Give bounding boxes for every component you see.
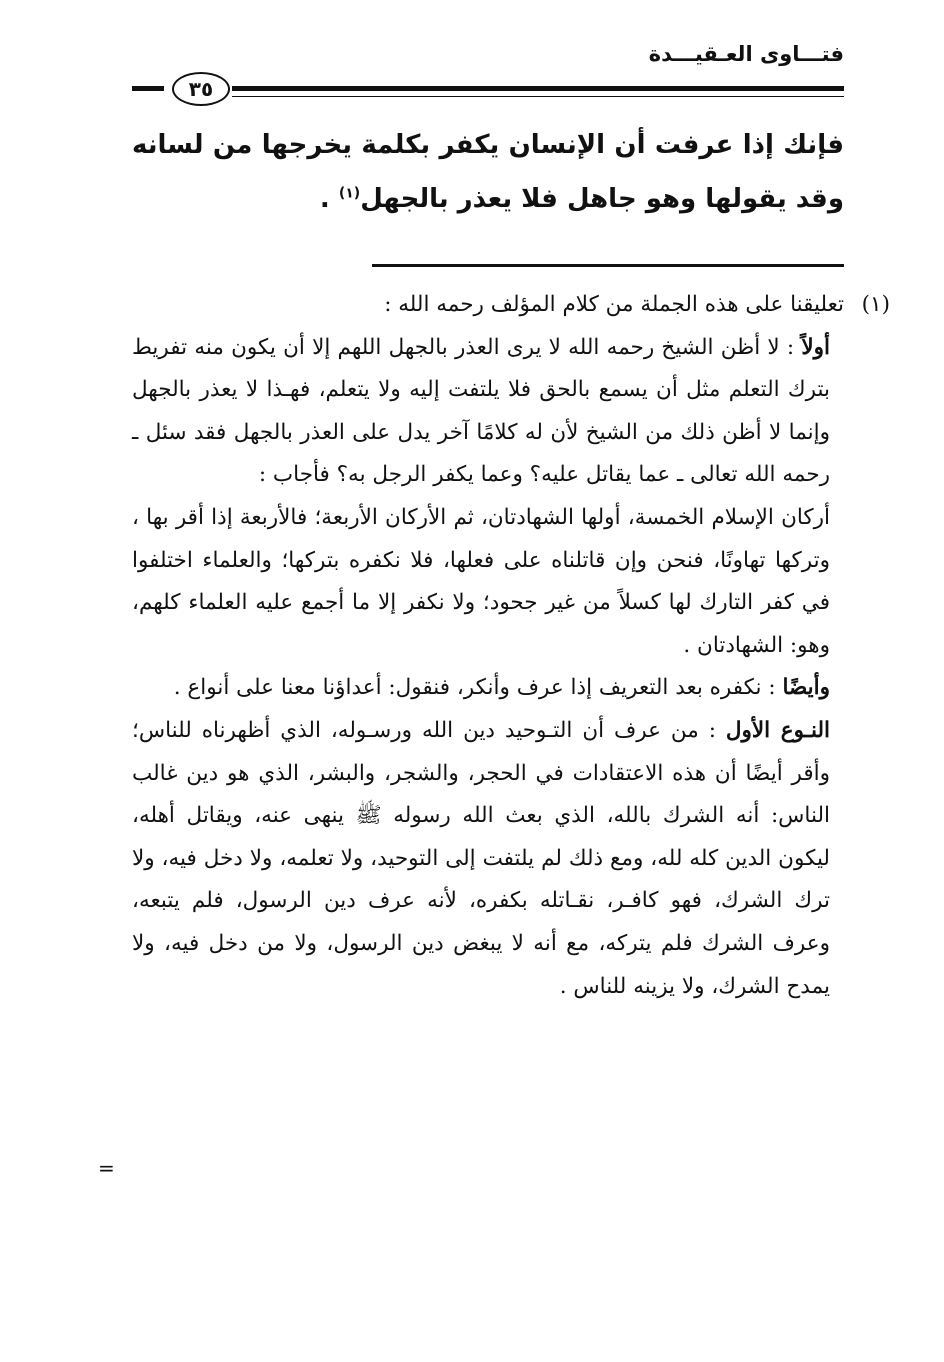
also-label: وأيضًا <box>782 675 830 701</box>
continuation-mark: = <box>98 1156 115 1180</box>
footnote-reference[interactable]: (١) <box>338 185 361 202</box>
footnote-also <box>132 667 844 710</box>
header-rule-left <box>132 86 164 91</box>
running-title: فتـــاوى العـقيـــدة <box>648 42 844 66</box>
page-number: ٣٥ <box>172 72 230 106</box>
main-end: . <box>319 184 339 214</box>
footnote-first-point <box>132 327 844 497</box>
type-label: النـوع الأول <box>725 717 830 743</box>
type-text: : من عرف أن التـوحيد دين الله ورسـوله، الذي أظهرناه للناس؛ وأقر أيضًا أن هذه الاعتقادات في الحجر، والشجر، والبشر، الذي هو دين غالب الناس: أنه الشرك بالله، الذي بعث الله رسوله ﷺ ينهى عنه، ويقاتل أهله، ليكون الدين كله لله، ومع ذلك لم يلتفت إلى التوحيد، ولا تعلمه، ولا دخل فيه، ولا ترك الشرك، فهو كافـر، نقـاتله بكفره، لأنه عرف دين الرسول، فلم يتبعه، وعرف الشرك فلم يتركه، مع أنه لا يبغض دين الرسول، ولا من دخل فيه، ولا يمدح الشرك، ولا يزينه للناس . <box>132 717 830 999</box>
footnote-first-type <box>132 710 844 1008</box>
footnote <box>132 284 890 1008</box>
main-text: فإنك إذا عرفت أن الإنسان يكفر بكلمة يخرجها من لسانه وقد يقولها وهو جاهل فلا يعذر بالجهل <box>132 130 844 214</box>
also-text: : نكفره بعد التعريف إذا عرف وأنكر، فنقول: أعداؤنا معنا على أنواع . <box>173 675 776 701</box>
header-rule-thin <box>232 96 844 97</box>
footnote-intro-line <box>132 284 890 327</box>
first-text: : لا أظن الشيخ رحمه الله لا يرى العذر بالجهل اللهم إلا أن يكون منه تفريط بترك التعلم مثل أن يسمع بالحق فلا يلتفت إليه ولا يتعلم، فهـذا لا يعذر بالجهل وإنما لا أظن ذلك من الشيخ لأن له كلامًا آخر يدل على العذر بالجهل فقد سئل ـ رحمه الله تعالى ـ عما يقاتل عليه؟ وعما يكفر الرجل به؟ فأجاب : <box>132 334 830 488</box>
footnote-intro: تعليقنا على هذه الجملة من كلام المؤلف رحمه الله : <box>384 292 844 317</box>
footnote-answer: أركان الإسلام الخمسة، أولها الشهادتان، ثم الأركان الأربعة؛ فالأربعة إذا أقر بها ، وتركها تهاونًا، فنحن وإن قاتلناه على فعلها، فلا نكفره بتركها؛ والعلماء اختلفوا في كفر التارك لها كسلاً من غير جحود؛ ولا نكفر إلا ما أجمع عليه العلماء كلهم، وهو: الشهادتان . <box>132 504 830 658</box>
first-label: أولاً <box>801 334 830 360</box>
header-rule <box>232 86 844 91</box>
footnote-number: (١) <box>861 292 890 317</box>
footnote-separator <box>372 264 844 267</box>
main-paragraph <box>132 118 844 226</box>
page-header <box>132 40 844 100</box>
